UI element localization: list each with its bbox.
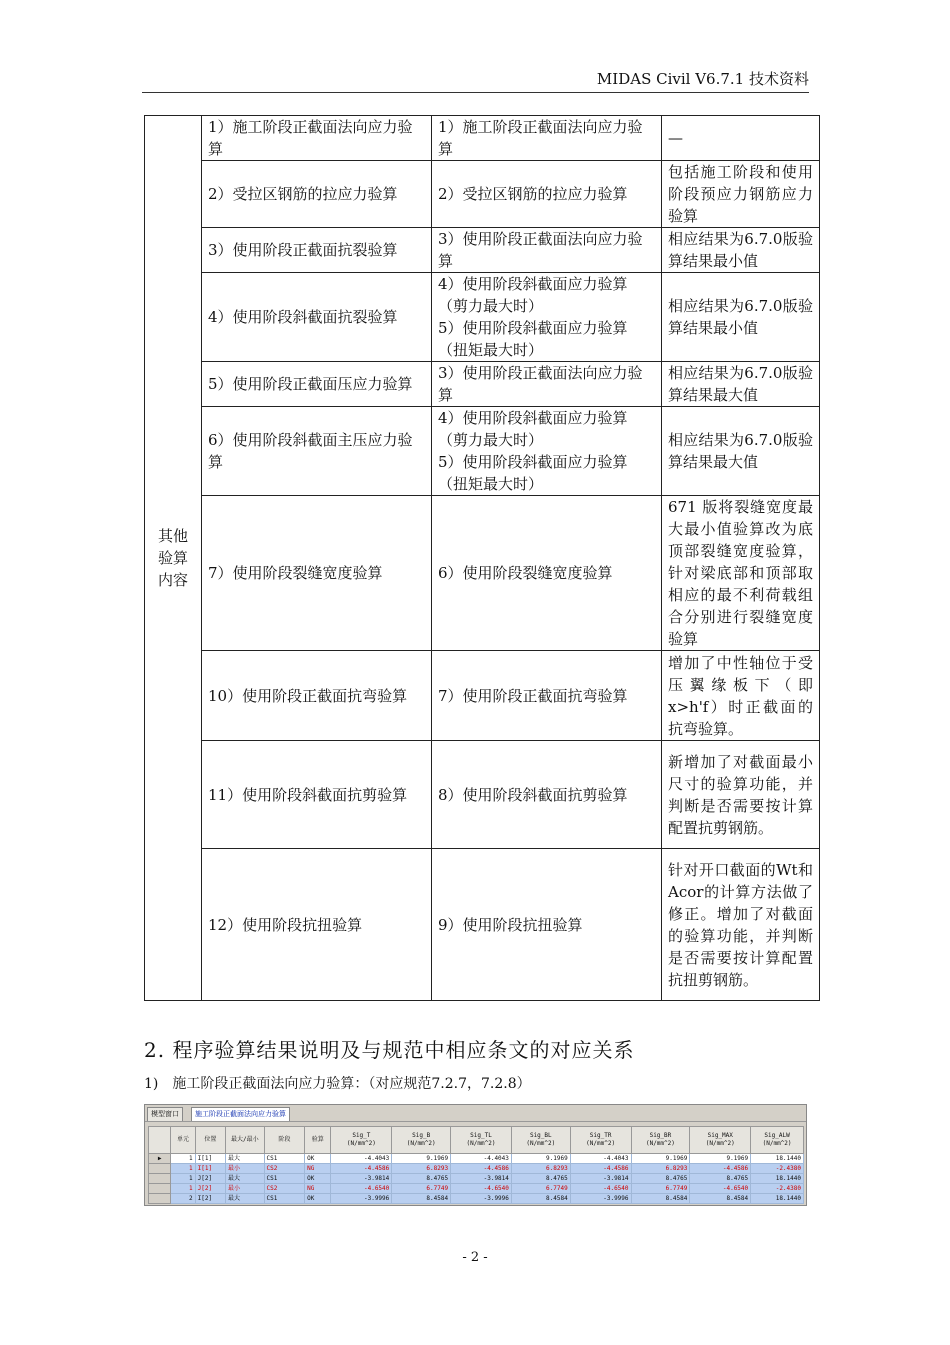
grid-cell: OK	[305, 1194, 331, 1204]
remark-cell: 相应结果为6.7.0版验算结果最小值	[662, 228, 820, 273]
old-version-item: 5）使用阶段正截面压应力验算	[202, 362, 432, 407]
grid-cell: -4.4586	[570, 1164, 631, 1174]
old-version-item: 7）使用阶段裂缝宽度验算	[202, 496, 432, 651]
grid-cell: 6.8293	[511, 1164, 570, 1174]
grid-cell: 6.8293	[392, 1164, 451, 1174]
table-row	[145, 496, 820, 651]
grid-cell: 6.7749	[631, 1184, 690, 1194]
grid-cell: 8.4765	[690, 1174, 751, 1184]
grid-row[interactable]	[149, 1184, 804, 1194]
grid-cell: -3.9996	[570, 1194, 631, 1204]
grid-cell: 18.1440	[751, 1154, 804, 1164]
page-header	[142, 66, 809, 93]
new-version-item: 4）使用阶段斜截面应力验算（剪力最大时） 5）使用阶段斜截面应力验算（扭矩最大时）	[432, 407, 662, 496]
grid-corner	[149, 1127, 171, 1154]
remark-cell: 针对开口截面的Wt和Acor的计算方法做了修正。增加了对截面的验算功能，并判断是否需要按计算配置抗扭剪钢筋。	[662, 849, 820, 1001]
new-version-item: 8）使用阶段斜截面抗剪验算	[432, 741, 662, 849]
grid-cell: I[1]	[195, 1154, 225, 1164]
remark-cell: —	[662, 116, 820, 161]
grid-cell: -3.9814	[451, 1174, 512, 1184]
grid-row[interactable]	[149, 1154, 804, 1164]
grid-cell: -2.4380	[751, 1164, 804, 1174]
grid-cell: 8.4584	[690, 1194, 751, 1204]
grid-cell: 8.4584	[392, 1194, 451, 1204]
old-version-item: 4）使用阶段斜截面抗裂验算	[202, 273, 432, 362]
new-version-item: 3）使用阶段正截面法向应力验算	[432, 228, 662, 273]
grid-cell: -4.4586	[451, 1164, 512, 1174]
grid-cell: I[1]	[195, 1164, 225, 1174]
grid-column-header[interactable]: Sig_TL (N/mm^2)	[451, 1127, 512, 1154]
grid-cell: 最小	[226, 1164, 265, 1174]
grid-cell: -4.6540	[331, 1184, 392, 1194]
grid-cell: NG	[305, 1184, 331, 1194]
grid-cell: 8.4765	[392, 1174, 451, 1184]
new-version-item: 7）使用阶段正截面抗弯验算	[432, 651, 662, 741]
table-row	[145, 407, 820, 496]
grid-cell: -2.4380	[751, 1184, 804, 1194]
table-row	[145, 741, 820, 849]
section-title: 2. 程序验算结果说明及与规范中相应条文的对应关系	[144, 1038, 635, 1062]
grid-column-header[interactable]: Sig_BR (N/mm^2)	[631, 1127, 690, 1154]
grid-cell: 8.4765	[511, 1174, 570, 1184]
table-row	[145, 651, 820, 741]
remark-cell: 包括施工阶段和使用阶段预应力钢筋应力验算	[662, 161, 820, 228]
old-version-item: 6）使用阶段斜截面主压应力验算	[202, 407, 432, 496]
grid-column-header[interactable]: 最大/最小	[226, 1127, 265, 1154]
remark-cell: 新增加了对截面最小尺寸的验算功能，并判断是否需要按计算配置抗剪钢筋。	[662, 741, 820, 849]
grid-cell: -4.4586	[331, 1164, 392, 1174]
grid-cell: 9.1969	[631, 1154, 690, 1164]
grid-cell: 18.1440	[751, 1194, 804, 1204]
grid-cell: 9.1969	[392, 1154, 451, 1164]
remark-cell: 相应结果为6.7.0版验算结果最大值	[662, 407, 820, 496]
grid-cell: CS1	[264, 1194, 305, 1204]
grid-cell: -4.6540	[690, 1184, 751, 1194]
grid-cell: 2	[171, 1194, 195, 1204]
grid-cell: CS1	[264, 1154, 305, 1164]
row-indicator[interactable]	[149, 1164, 171, 1174]
category-cell: 其他 验算 内容	[145, 116, 202, 1001]
new-version-item: 2）受拉区钢筋的拉应力验算	[432, 161, 662, 228]
tab-model-window[interactable]: 模型窗口	[147, 1107, 183, 1121]
grid-cell: -3.9814	[570, 1174, 631, 1184]
grid-cell: J[2]	[195, 1184, 225, 1194]
grid-cell: -4.4043	[331, 1154, 392, 1164]
table-row	[145, 116, 820, 161]
grid-column-header[interactable]: 阶段	[264, 1127, 305, 1154]
grid-row[interactable]	[149, 1164, 804, 1174]
grid-cell: 9.1969	[690, 1154, 751, 1164]
grid-cell: 最大	[226, 1174, 265, 1184]
old-version-item: 11）使用阶段斜截面抗剪验算	[202, 741, 432, 849]
grid-row[interactable]	[149, 1194, 804, 1204]
old-version-item: 3）使用阶段正截面抗裂验算	[202, 228, 432, 273]
grid-column-header[interactable]: 单元	[171, 1127, 195, 1154]
grid-cell: 1	[171, 1184, 195, 1194]
grid-cell: 6.8293	[631, 1164, 690, 1174]
grid-cell: CS2	[264, 1164, 305, 1174]
grid-cell: 1	[171, 1164, 195, 1174]
grid-cell: -4.6540	[451, 1184, 512, 1194]
grid-cell: 6.7749	[511, 1184, 570, 1194]
grid-column-header[interactable]: Sig_T (N/mm^2)	[331, 1127, 392, 1154]
remark-cell: 相应结果为6.7.0版验算结果最小值	[662, 273, 820, 362]
results-grid	[148, 1126, 804, 1204]
screenshot-tab-bar	[145, 1105, 806, 1122]
grid-cell: 8.4584	[631, 1194, 690, 1204]
old-version-item: 1）施工阶段正截面法向应力验算	[202, 116, 432, 161]
grid-cell: 9.1969	[511, 1154, 570, 1164]
grid-column-header[interactable]: Sig_TR (N/mm^2)	[570, 1127, 631, 1154]
grid-cell: -4.4586	[690, 1164, 751, 1174]
grid-cell: 8.4584	[511, 1194, 570, 1204]
grid-cell: -4.6540	[570, 1184, 631, 1194]
table-row	[145, 273, 820, 362]
subsection-heading: 1) 施工阶段正截面法向应力验算：（对应规范7.2.7，7.2.8）	[144, 1076, 531, 1092]
tab-stress-check[interactable]: 施工阶段正截面法向应力验算	[191, 1107, 290, 1121]
new-version-item: 9）使用阶段抗扭验算	[432, 849, 662, 1001]
row-indicator[interactable]: ▶	[149, 1154, 171, 1164]
grid-cell: 1	[171, 1174, 195, 1184]
old-version-item: 2）受拉区钢筋的拉应力验算	[202, 161, 432, 228]
grid-cell: -4.4043	[451, 1154, 512, 1164]
old-version-item: 10）使用阶段正截面抗弯验算	[202, 651, 432, 741]
grid-cell: CS2	[264, 1184, 305, 1194]
grid-cell: -3.9996	[331, 1194, 392, 1204]
grid-cell: CS1	[264, 1174, 305, 1184]
remark-cell: 相应结果为6.7.0版验算结果最大值	[662, 362, 820, 407]
row-indicator[interactable]	[149, 1184, 171, 1194]
comparison-table	[144, 115, 820, 1001]
new-version-item: 1）施工阶段正截面法向应力验算	[432, 116, 662, 161]
grid-column-header[interactable]: Sig_ALW (N/mm^2)	[751, 1127, 804, 1154]
grid-cell: 8.4765	[631, 1174, 690, 1184]
table-row	[145, 362, 820, 407]
embedded-results-screenshot	[144, 1104, 807, 1206]
table-row	[145, 161, 820, 228]
grid-cell: I[2]	[195, 1194, 225, 1204]
grid-row[interactable]	[149, 1174, 804, 1184]
grid-cell: -3.9814	[331, 1174, 392, 1184]
old-version-item: 12）使用阶段抗扭验算	[202, 849, 432, 1001]
grid-cell: 1	[171, 1154, 195, 1164]
table-row	[145, 228, 820, 273]
grid-cell: 最小	[226, 1184, 265, 1194]
grid-cell: 最大	[226, 1194, 265, 1204]
table-row	[145, 849, 820, 1001]
grid-cell: 18.1440	[751, 1174, 804, 1184]
row-indicator[interactable]	[149, 1194, 171, 1204]
grid-column-header[interactable]: Sig_B (N/mm^2)	[392, 1127, 451, 1154]
grid-column-header[interactable]: 位置	[195, 1127, 225, 1154]
remark-cell: 增加了中性轴位于受压翼缘板下（即x>h'f）时正截面的抗弯验算。	[662, 651, 820, 741]
grid-cell: 6.7749	[392, 1184, 451, 1194]
grid-column-header[interactable]: Sig_BL (N/mm^2)	[511, 1127, 570, 1154]
grid-cell: NG	[305, 1164, 331, 1174]
grid-column-header[interactable]: Sig_MAX (N/mm^2)	[690, 1127, 751, 1154]
new-version-item: 6）使用阶段裂缝宽度验算	[432, 496, 662, 651]
grid-cell: -3.9996	[451, 1194, 512, 1204]
grid-cell: -4.4043	[570, 1154, 631, 1164]
grid-column-header[interactable]: 验算	[305, 1127, 331, 1154]
remark-cell: 671 版将裂缝宽度最大最小值验算改为底顶部裂缝宽度验算，针对梁底部和顶部取相应的最不利荷载组合分别进行裂缝宽度验算	[662, 496, 820, 651]
grid-cell: J[2]	[195, 1174, 225, 1184]
header-title: MIDAS Civil V6.7.1 技术资料	[596, 70, 809, 88]
new-version-item: 4）使用阶段斜截面应力验算（剪力最大时） 5）使用阶段斜截面应力验算（扭矩最大时）	[432, 273, 662, 362]
grid-cell: OK	[305, 1174, 331, 1184]
page-number: - 2 -	[462, 1250, 488, 1265]
grid-cell: OK	[305, 1154, 331, 1164]
grid-cell: 最大	[226, 1154, 265, 1164]
row-indicator[interactable]	[149, 1174, 171, 1184]
new-version-item: 3）使用阶段正截面法向应力验算	[432, 362, 662, 407]
